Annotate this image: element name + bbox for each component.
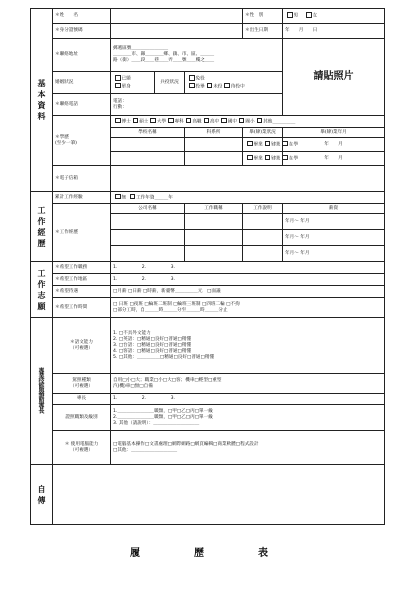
years-checkbox[interactable]: [130, 194, 136, 200]
section-basic-info: 基 本 資 料: [31, 9, 53, 192]
exempt-checkbox[interactable]: [189, 75, 195, 81]
degree-options[interactable]: 博士 碩士 大學 專科 高職 高中 國中 國小 其他＿＿＿＿＿: [111, 116, 385, 128]
period-field[interactable]: 年月～ 年月: [283, 214, 385, 230]
section-job-intent: 工 作 志 願: [31, 262, 53, 318]
vocational-checkbox[interactable]: [186, 118, 192, 124]
military-label: 兵役狀況: [155, 72, 185, 94]
education-label: ＊學歷 (至少一筆): [53, 116, 111, 166]
school-header: 學校名稱: [111, 128, 185, 138]
id-field[interactable]: [111, 24, 243, 39]
id-label: ＊身分證號碼: [53, 24, 111, 39]
not-served-checkbox[interactable]: [207, 83, 213, 89]
computer-skills-field[interactable]: □電腦基本操作□文書處理□網際網路□網頁編輯□商業軟體□程式設計 □其他：＿＿＿＿＿＿＿＿＿＿: [111, 431, 385, 465]
section-work-experience: 工 作 經 歷: [31, 192, 53, 262]
language-label: ＊語文能力 （可複選）: [53, 318, 111, 374]
name-field[interactable]: [111, 9, 243, 24]
company-field[interactable]: [111, 230, 185, 246]
status-header: 畢(肄)業狀況: [243, 128, 283, 138]
desired-pay-field[interactable]: □月薪 □日薪 □時薪，新臺幣＿＿＿＿＿元 □面議: [111, 286, 385, 298]
desired-job-field[interactable]: 1. 2. 3.: [111, 262, 385, 274]
college-checkbox[interactable]: [168, 118, 174, 124]
section-autobiography: 自 傳: [31, 465, 53, 525]
job-desc-field[interactable]: [243, 246, 283, 262]
desired-time-label: ＊希望工作時間: [53, 298, 111, 318]
gender-field[interactable]: 男 女: [283, 9, 385, 24]
marital-field[interactable]: 已婚 單身: [111, 72, 155, 94]
page-title: 履 歷 表: [130, 548, 290, 559]
gender-female-checkbox[interactable]: [306, 12, 312, 18]
specialty-label: 專長: [53, 394, 111, 405]
dob-field[interactable]: 年 月 日: [283, 24, 385, 39]
job-title-header: 工作職稱: [185, 204, 243, 214]
university-checkbox[interactable]: [150, 118, 156, 124]
other-degree-checkbox[interactable]: [257, 118, 263, 124]
year-field[interactable]: 年 月: [283, 152, 385, 166]
no-exp-checkbox[interactable]: [115, 194, 121, 200]
address-label: ＊聯絡地址: [53, 39, 111, 72]
served-checkbox[interactable]: [189, 83, 195, 89]
period-field[interactable]: 年月～ 年月: [283, 230, 385, 246]
name-label: ＊姓 名: [53, 9, 111, 24]
phone-field[interactable]: 電話： 行動：: [111, 94, 283, 116]
company-field[interactable]: [111, 214, 185, 230]
dept-header: 科系所: [185, 128, 243, 138]
company-field[interactable]: [111, 246, 185, 262]
total-exp-field[interactable]: 無 工作年資＿＿＿年: [111, 192, 385, 204]
job-title-field[interactable]: [185, 230, 243, 246]
job-desc-field[interactable]: [243, 214, 283, 230]
military-field[interactable]: 免役 役畢 未役 待役中: [185, 72, 283, 94]
resume-form: [30, 8, 385, 525]
desired-pay-label: ＊希望待遇: [53, 286, 111, 298]
phd-checkbox[interactable]: [115, 118, 121, 124]
gender-label: ＊性 別: [243, 9, 283, 24]
status-field[interactable]: 畢業 肄業 在學: [243, 152, 283, 166]
email-field[interactable]: [111, 166, 385, 192]
driving-field[interactable]: 自用□小□大；職業□小□大□客；機車□輕型□重型 汽(機)車□無□自備: [111, 374, 385, 394]
junior-checkbox[interactable]: [221, 118, 227, 124]
status-field[interactable]: 畢業 肄業 在學: [243, 138, 283, 152]
email-label: ＊電子信箱: [53, 166, 111, 192]
phone-label: ＊聯絡電話: [53, 94, 111, 116]
job-title-field[interactable]: [185, 246, 243, 262]
school-field[interactable]: [111, 138, 185, 152]
year-field[interactable]: 年 月: [283, 138, 385, 152]
year-header: 畢(肄)業年月: [283, 128, 385, 138]
certificate-label: 證照職類及級別: [53, 405, 111, 431]
dept-field[interactable]: [185, 152, 243, 166]
desired-area-field[interactable]: 1. 2. 3.: [111, 274, 385, 286]
period-field[interactable]: 年月～ 年月: [283, 246, 385, 262]
job-desc-field[interactable]: [243, 230, 283, 246]
awaiting-checkbox[interactable]: [224, 83, 230, 89]
photo-box[interactable]: 請貼照片: [283, 39, 385, 116]
job-desc-header: 工作說明: [243, 204, 283, 214]
master-checkbox[interactable]: [133, 118, 139, 124]
married-checkbox[interactable]: [115, 75, 121, 81]
autobiography-field[interactable]: [53, 465, 385, 525]
elementary-checkbox[interactable]: [239, 118, 245, 124]
total-exp-label: 累計工作經驗: [53, 192, 111, 204]
driving-label: 駕照種類 （可複選）: [53, 374, 111, 394]
section-skills: 專 業 技 能 與 證 照 專 長: [31, 318, 53, 465]
gender-male-checkbox[interactable]: [287, 12, 293, 18]
computer-skills-label: ＊ 使用電腦能力 （可複選）: [53, 431, 111, 465]
address-field[interactable]: 郵遞區號＿＿＿＿＿＿＿＿ ＿＿＿＿市、縣＿＿＿＿鄉、鎮、市、區、＿＿＿ 路（街）＿＿段＿＿巷＿＿弄＿＿號＿＿樓之＿＿: [111, 39, 283, 72]
desired-job-label: ＊希望工作職務: [53, 262, 111, 274]
specialty-field[interactable]: 1. 2. 3.: [111, 394, 385, 405]
dept-field[interactable]: [185, 138, 243, 152]
language-field[interactable]: 1. □不具外文能力 2. □英語：□精通□良好□普通□稍懂 3. □台語：□精通□良好□普通□稍懂 4. □客語：□精通□良好□普通□稍懂 5. □其他：＿＿＿＿＿□精通□良好□普通□稍懂: [111, 318, 385, 374]
school-field[interactable]: [111, 152, 185, 166]
desired-time-field[interactable]: □ 日班 □夜班 □輪班二班制 □輪班三班制 □四班二輪 □不拘 □部分工時，自＿＿＿時＿＿＿分至＿＿＿時＿＿＿分止: [111, 298, 385, 318]
desired-area-label: ＊希望工作地區: [53, 274, 111, 286]
work-exp-label: ＊工作經歷: [53, 204, 111, 262]
job-title-field[interactable]: [185, 214, 243, 230]
company-header: 公司名稱: [111, 204, 185, 214]
salary-header: 薪資: [283, 204, 385, 214]
certificate-field[interactable]: 1.＿＿＿＿＿＿＿＿職類，□甲□乙□丙□單一級 2.＿＿＿＿＿＿＿＿職類，□甲□乙□丙□單一級 3. 其他（請說明）：＿＿＿＿＿＿＿＿＿＿: [111, 405, 385, 431]
single-checkbox[interactable]: [115, 83, 121, 89]
highschool-checkbox[interactable]: [204, 118, 210, 124]
marital-label: 婚姻狀況: [53, 72, 111, 94]
dob-label: ＊出生日期: [243, 24, 283, 39]
